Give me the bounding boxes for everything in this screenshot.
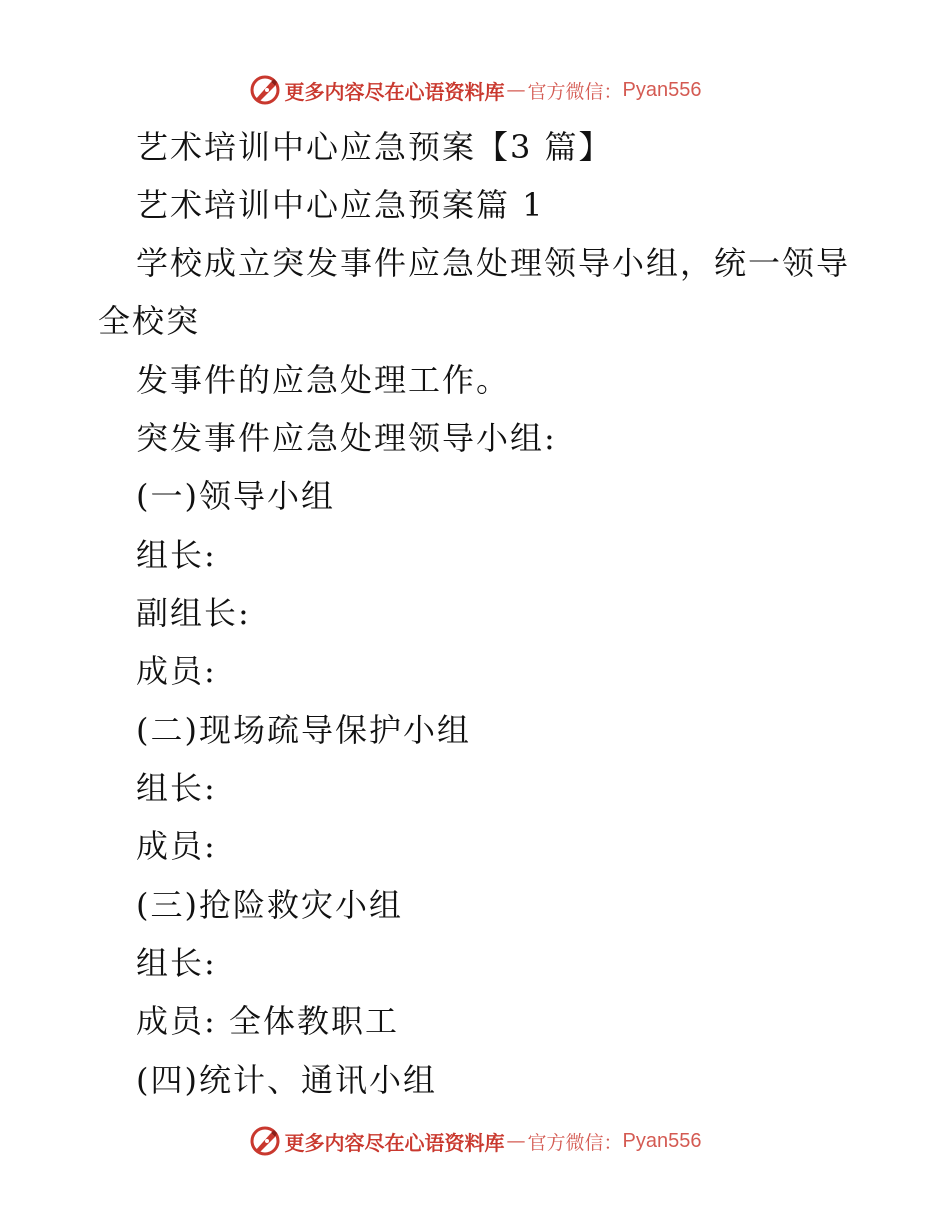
watermark-wechat-label: 官方微信：: [527, 80, 623, 103]
watermark-wechat-id: Pyan556: [622, 78, 702, 101]
watermark-wechat-label: 官方微信：: [527, 1131, 623, 1154]
role-line: 副组长:: [136, 594, 251, 632]
watermark-wechat-id: Pyan556: [622, 1129, 702, 1152]
watermark-banner-top: [0, 70, 950, 110]
role-line: 成员:: [136, 652, 217, 690]
paragraph-line: 突发事件应急处理领导小组:: [136, 419, 557, 457]
pen-logo-icon: [249, 74, 281, 106]
group-heading: (二)现场疏导保护小组: [136, 711, 471, 749]
paragraph-line: 学校成立突发事件应急处理领导小组，统一领导: [136, 244, 851, 282]
watermark-title: 更多内容尽在心语资料库: [284, 1130, 505, 1155]
role-line: 成员: 全体教职工: [136, 1002, 399, 1040]
role-line: 组长:: [136, 769, 217, 807]
group-heading: (三)抢险救灾小组: [136, 886, 403, 924]
role-line: 组长:: [136, 536, 217, 574]
paragraph-line: 发事件的应急处理工作。: [136, 361, 511, 399]
group-heading: (一)领导小组: [136, 477, 335, 515]
paragraph-line: 全校突: [98, 302, 201, 340]
watermark-banner-bottom: [0, 1121, 950, 1161]
watermark-title: 更多内容尽在心语资料库: [284, 79, 505, 104]
section-heading: 艺术培训中心应急预案篇 1: [136, 186, 545, 224]
role-line: 组长:: [136, 944, 217, 982]
document-title: 艺术培训中心应急预案【3 篇】: [136, 128, 613, 166]
pen-logo-icon: [249, 1125, 281, 1157]
watermark-separator: —: [506, 79, 526, 101]
role-line: 成员:: [136, 827, 217, 865]
watermark-separator: —: [506, 1130, 526, 1152]
group-heading: (四)统计、通讯小组: [136, 1061, 437, 1099]
